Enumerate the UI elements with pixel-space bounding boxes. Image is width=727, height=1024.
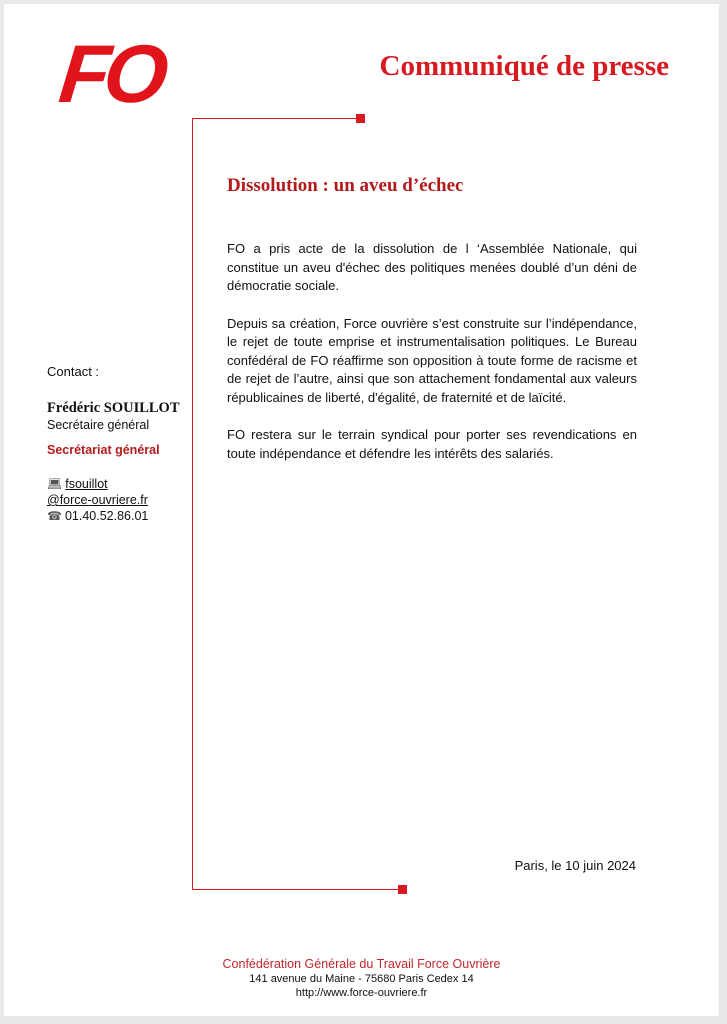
- contact-email-domain[interactable]: [47, 492, 192, 508]
- bottom-divider-square: [398, 885, 407, 894]
- footer-website-link[interactable]: http://www.force-ouvriere.fr: [295, 987, 428, 999]
- page-footer: [4, 957, 719, 999]
- fo-logo: FO: [55, 29, 167, 120]
- article-paragraph: FO a pris acte de la dissolution de l ‘Assemblée Nationale, qui constitue un aveu d'échec des politiques menées doublé d’un déni de démocratie sociale.: [227, 241, 637, 293]
- document-type-title: Communiqué de presse: [379, 50, 669, 82]
- vertical-divider-line: [192, 118, 193, 890]
- contact-label: Contact :: [47, 364, 100, 379]
- contact-phone: [47, 508, 192, 524]
- top-divider-square: [356, 114, 365, 123]
- article-headline: Dissolution : un aveu d’échec: [227, 175, 464, 196]
- telephone-icon: ☎︎: [47, 509, 62, 523]
- footer-address: 141 avenue du Maine - 75680 Paris Cedex 14: [249, 973, 474, 985]
- article-paragraph: FO restera sur le terrain syndical pour porter ses revendications en toute indépendance et défendre les intérêts des salariés.: [227, 427, 637, 461]
- footer-organization: Confédération Générale du Travail Force Ouvrière: [222, 957, 501, 971]
- email-link-part2[interactable]: @force-ouvriere.fr: [47, 493, 148, 507]
- email-link-part1[interactable]: fsouillot: [65, 477, 108, 491]
- article-paragraph: Depuis sa création, Force ouvrière s’est construite sur l’indépendance, le rejet de toute emprise et instrumentalisation politiques. Le Bureau confédéral de FO réaffirme son opposition à toute forme de racisme et de rejet de l’autre, ainsi que son attachement fondamental aux valeurs républicaines de liberté, d'égalité, de fraternité et de laïcité.: [227, 315, 637, 405]
- dateline: Paris, le 10 juin 2024: [514, 858, 636, 873]
- contact-name: Frédéric SOUILLOT: [47, 400, 180, 416]
- contact-block: [47, 364, 192, 524]
- press-release-page: [4, 4, 719, 1016]
- phone-number: 01.40.52.86.01: [64, 509, 149, 523]
- contact-department: Secrétariat général: [47, 443, 160, 457]
- bottom-divider-line: [192, 889, 400, 890]
- computer-icon: 💻︎: [47, 477, 63, 491]
- contact-role: Secrétaire général: [47, 418, 150, 432]
- contact-email[interactable]: [47, 476, 192, 492]
- top-divider-line: [192, 118, 358, 119]
- article-body: [227, 240, 637, 482]
